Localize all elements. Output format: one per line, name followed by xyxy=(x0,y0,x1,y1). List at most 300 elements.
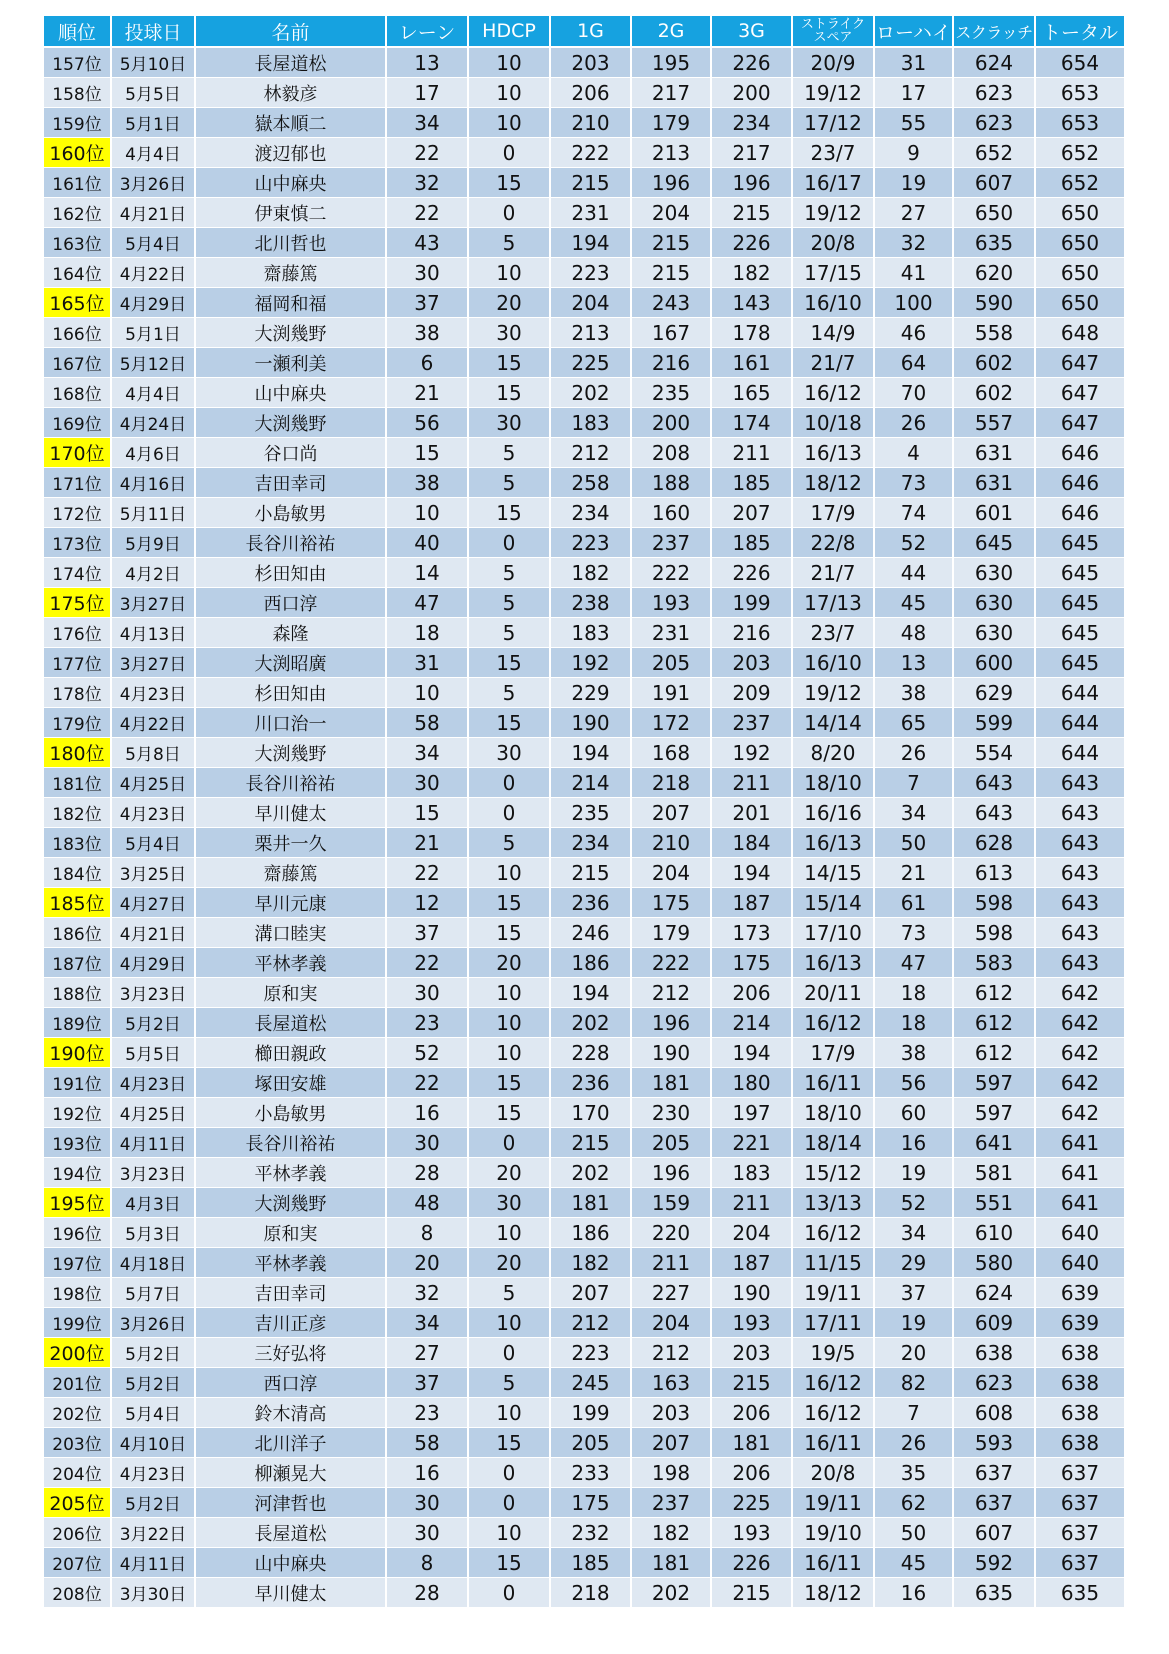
low-high-cell: 52 xyxy=(874,528,953,558)
low-high-cell: 7 xyxy=(874,768,953,798)
strike-spare-cell: 16/11 xyxy=(792,1428,874,1458)
strike-spare-cell: 16/13 xyxy=(792,828,874,858)
date-cell: 4月25日 xyxy=(111,768,195,798)
table-row xyxy=(44,1008,1124,1038)
low-high-cell: 16 xyxy=(874,1128,953,1158)
low-high-cell: 73 xyxy=(874,468,953,498)
low-high-cell: 34 xyxy=(874,1218,953,1248)
hdcp-cell: 10 xyxy=(468,1518,550,1548)
strike-spare-cell: 10/18 xyxy=(792,408,874,438)
game3-cell: 165 xyxy=(711,378,792,408)
name-cell: 齋藤篤 xyxy=(195,858,386,888)
date-cell: 4月23日 xyxy=(111,678,195,708)
rank-cell: 200位 xyxy=(44,1338,111,1368)
header-lane: レーン xyxy=(386,16,468,47)
date-cell: 4月4日 xyxy=(111,138,195,168)
low-high-cell: 27 xyxy=(874,198,953,228)
header-total: トータル xyxy=(1035,16,1124,47)
game1-cell: 214 xyxy=(550,768,631,798)
table-row xyxy=(44,288,1124,318)
rank-cell: 202位 xyxy=(44,1398,111,1428)
date-cell: 4月25日 xyxy=(111,1098,195,1128)
game1-cell: 246 xyxy=(550,918,631,948)
game3-cell: 226 xyxy=(711,1548,792,1578)
game3-cell: 199 xyxy=(711,588,792,618)
name-cell: 川口治一 xyxy=(195,708,386,738)
game1-cell: 213 xyxy=(550,318,631,348)
scratch-cell: 609 xyxy=(953,1308,1035,1338)
hdcp-cell: 10 xyxy=(468,1308,550,1338)
hdcp-cell: 5 xyxy=(468,618,550,648)
game3-cell: 175 xyxy=(711,948,792,978)
hdcp-cell: 10 xyxy=(468,1218,550,1248)
lane-cell: 23 xyxy=(386,1398,468,1428)
table-row xyxy=(44,618,1124,648)
game1-cell: 215 xyxy=(550,858,631,888)
low-high-cell: 34 xyxy=(874,798,953,828)
scratch-cell: 650 xyxy=(953,198,1035,228)
name-cell: 杉田知由 xyxy=(195,558,386,588)
scratch-cell: 581 xyxy=(953,1158,1035,1188)
game1-cell: 170 xyxy=(550,1098,631,1128)
table-row xyxy=(44,918,1124,948)
table-row xyxy=(44,1308,1124,1338)
date-cell: 4月11日 xyxy=(111,1128,195,1158)
lane-cell: 16 xyxy=(386,1098,468,1128)
lane-cell: 27 xyxy=(386,1338,468,1368)
strike-spare-cell: 16/11 xyxy=(792,1548,874,1578)
low-high-cell: 20 xyxy=(874,1338,953,1368)
game1-cell: 205 xyxy=(550,1428,631,1458)
total-cell: 644 xyxy=(1035,678,1124,708)
strike-spare-cell: 19/12 xyxy=(792,198,874,228)
date-cell: 5月11日 xyxy=(111,498,195,528)
table-row xyxy=(44,1338,1124,1368)
game2-cell: 181 xyxy=(631,1548,711,1578)
name-cell: 柳瀬晃大 xyxy=(195,1458,386,1488)
rank-cell: 163位 xyxy=(44,228,111,258)
table-row xyxy=(44,198,1124,228)
rank-cell: 158位 xyxy=(44,78,111,108)
strike-spare-cell: 23/7 xyxy=(792,618,874,648)
game1-cell: 228 xyxy=(550,1038,631,1068)
hdcp-cell: 15 xyxy=(468,918,550,948)
low-high-cell: 35 xyxy=(874,1458,953,1488)
low-high-cell: 48 xyxy=(874,618,953,648)
game3-cell: 187 xyxy=(711,1248,792,1278)
scratch-cell: 592 xyxy=(953,1548,1035,1578)
scratch-cell: 624 xyxy=(953,47,1035,78)
game2-cell: 182 xyxy=(631,1518,711,1548)
game2-cell: 204 xyxy=(631,198,711,228)
low-high-cell: 26 xyxy=(874,1428,953,1458)
hdcp-cell: 15 xyxy=(468,168,550,198)
game3-cell: 214 xyxy=(711,1008,792,1038)
hdcp-cell: 5 xyxy=(468,1368,550,1398)
game1-cell: 232 xyxy=(550,1518,631,1548)
game3-cell: 221 xyxy=(711,1128,792,1158)
game1-cell: 194 xyxy=(550,978,631,1008)
table-row xyxy=(44,768,1124,798)
rank-cell: 181位 xyxy=(44,768,111,798)
game1-cell: 215 xyxy=(550,1128,631,1158)
total-cell: 638 xyxy=(1035,1368,1124,1398)
game2-cell: 230 xyxy=(631,1098,711,1128)
table-row xyxy=(44,378,1124,408)
header-spare-label: スペア xyxy=(813,30,853,45)
scratch-cell: 652 xyxy=(953,138,1035,168)
scratch-cell: 643 xyxy=(953,798,1035,828)
name-cell: 三好弘将 xyxy=(195,1338,386,1368)
table-row xyxy=(44,1488,1124,1518)
lane-cell: 38 xyxy=(386,468,468,498)
hdcp-cell: 15 xyxy=(468,888,550,918)
name-cell: 大渕幾野 xyxy=(195,738,386,768)
date-cell: 5月4日 xyxy=(111,828,195,858)
total-cell: 637 xyxy=(1035,1458,1124,1488)
lane-cell: 32 xyxy=(386,168,468,198)
scratch-cell: 580 xyxy=(953,1248,1035,1278)
hdcp-cell: 10 xyxy=(468,1008,550,1038)
hdcp-cell: 15 xyxy=(468,1548,550,1578)
hdcp-cell: 0 xyxy=(468,798,550,828)
low-high-cell: 52 xyxy=(874,1188,953,1218)
table-row xyxy=(44,1128,1124,1158)
total-cell: 637 xyxy=(1035,1548,1124,1578)
game2-cell: 160 xyxy=(631,498,711,528)
table-row xyxy=(44,498,1124,528)
game3-cell: 204 xyxy=(711,1218,792,1248)
lane-cell: 10 xyxy=(386,498,468,528)
name-cell: 山中麻央 xyxy=(195,168,386,198)
rank-cell: 206位 xyxy=(44,1518,111,1548)
date-cell: 3月25日 xyxy=(111,858,195,888)
rank-cell: 169位 xyxy=(44,408,111,438)
scratch-cell: 607 xyxy=(953,1518,1035,1548)
low-high-cell: 4 xyxy=(874,438,953,468)
total-cell: 643 xyxy=(1035,888,1124,918)
table-row xyxy=(44,228,1124,258)
rank-cell: 186位 xyxy=(44,918,111,948)
date-cell: 4月2日 xyxy=(111,558,195,588)
hdcp-cell: 10 xyxy=(468,78,550,108)
hdcp-cell: 15 xyxy=(468,348,550,378)
hdcp-cell: 5 xyxy=(468,588,550,618)
table-row xyxy=(44,1038,1124,1068)
header-strike-spare xyxy=(792,16,874,47)
scratch-cell: 558 xyxy=(953,318,1035,348)
low-high-cell: 50 xyxy=(874,828,953,858)
game3-cell: 180 xyxy=(711,1068,792,1098)
scratch-cell: 600 xyxy=(953,648,1035,678)
header-hdcp: HDCP xyxy=(468,16,550,47)
rank-cell: 192位 xyxy=(44,1098,111,1128)
lane-cell: 30 xyxy=(386,768,468,798)
date-cell: 4月24日 xyxy=(111,408,195,438)
strike-spare-cell: 16/10 xyxy=(792,288,874,318)
hdcp-cell: 10 xyxy=(468,1398,550,1428)
total-cell: 646 xyxy=(1035,438,1124,468)
strike-spare-cell: 14/14 xyxy=(792,708,874,738)
rank-cell: 194位 xyxy=(44,1158,111,1188)
game1-cell: 202 xyxy=(550,378,631,408)
strike-spare-cell: 16/12 xyxy=(792,378,874,408)
total-cell: 643 xyxy=(1035,918,1124,948)
game1-cell: 186 xyxy=(550,1218,631,1248)
date-cell: 5月3日 xyxy=(111,1218,195,1248)
game1-cell: 229 xyxy=(550,678,631,708)
game2-cell: 179 xyxy=(631,108,711,138)
game3-cell: 194 xyxy=(711,1038,792,1068)
rank-cell: 208位 xyxy=(44,1578,111,1608)
total-cell: 641 xyxy=(1035,1128,1124,1158)
strike-spare-cell: 18/12 xyxy=(792,1578,874,1608)
header-strike-label: ストライク xyxy=(800,17,866,32)
scratch-cell: 598 xyxy=(953,888,1035,918)
rank-cell: 204位 xyxy=(44,1458,111,1488)
game2-cell: 237 xyxy=(631,1488,711,1518)
low-high-cell: 16 xyxy=(874,1578,953,1608)
lane-cell: 21 xyxy=(386,828,468,858)
hdcp-cell: 5 xyxy=(468,468,550,498)
lane-cell: 12 xyxy=(386,888,468,918)
rank-cell: 168位 xyxy=(44,378,111,408)
lane-cell: 22 xyxy=(386,138,468,168)
hdcp-cell: 15 xyxy=(468,648,550,678)
table-row xyxy=(44,438,1124,468)
lane-cell: 34 xyxy=(386,1308,468,1338)
total-cell: 638 xyxy=(1035,1428,1124,1458)
header-date: 投球日 xyxy=(111,16,195,47)
scratch-cell: 629 xyxy=(953,678,1035,708)
table-row xyxy=(44,138,1124,168)
game2-cell: 195 xyxy=(631,47,711,78)
name-cell: 山中麻央 xyxy=(195,1548,386,1578)
game3-cell: 226 xyxy=(711,228,792,258)
scratch-cell: 551 xyxy=(953,1188,1035,1218)
hdcp-cell: 30 xyxy=(468,318,550,348)
date-cell: 4月23日 xyxy=(111,798,195,828)
name-cell: 河津哲也 xyxy=(195,1488,386,1518)
header-game1: 1G xyxy=(550,16,631,47)
date-cell: 5月8日 xyxy=(111,738,195,768)
game1-cell: 182 xyxy=(550,558,631,588)
strike-spare-cell: 20/8 xyxy=(792,228,874,258)
game3-cell: 161 xyxy=(711,348,792,378)
total-cell: 642 xyxy=(1035,978,1124,1008)
name-cell: 鈴木清高 xyxy=(195,1398,386,1428)
rank-cell: 191位 xyxy=(44,1068,111,1098)
total-cell: 644 xyxy=(1035,738,1124,768)
scratch-cell: 608 xyxy=(953,1398,1035,1428)
lane-cell: 21 xyxy=(386,378,468,408)
rank-cell: 178位 xyxy=(44,678,111,708)
game3-cell: 215 xyxy=(711,1578,792,1608)
game2-cell: 196 xyxy=(631,168,711,198)
game1-cell: 223 xyxy=(550,528,631,558)
rank-cell: 207位 xyxy=(44,1548,111,1578)
scratch-cell: 637 xyxy=(953,1488,1035,1518)
low-high-cell: 47 xyxy=(874,948,953,978)
game1-cell: 210 xyxy=(550,108,631,138)
table-row xyxy=(44,78,1124,108)
name-cell: 伊東慎二 xyxy=(195,198,386,228)
game1-cell: 212 xyxy=(550,438,631,468)
game1-cell: 185 xyxy=(550,1548,631,1578)
lane-cell: 17 xyxy=(386,78,468,108)
hdcp-cell: 20 xyxy=(468,948,550,978)
date-cell: 3月26日 xyxy=(111,168,195,198)
header-low-high: ローハイ xyxy=(874,16,953,47)
scratch-cell: 602 xyxy=(953,378,1035,408)
game1-cell: 204 xyxy=(550,288,631,318)
lane-cell: 28 xyxy=(386,1578,468,1608)
name-cell: 林毅彦 xyxy=(195,78,386,108)
game2-cell: 167 xyxy=(631,318,711,348)
name-cell: 早川元康 xyxy=(195,888,386,918)
game1-cell: 206 xyxy=(550,78,631,108)
table-row xyxy=(44,528,1124,558)
scratch-cell: 623 xyxy=(953,1368,1035,1398)
low-high-cell: 26 xyxy=(874,738,953,768)
lane-cell: 10 xyxy=(386,678,468,708)
low-high-cell: 38 xyxy=(874,678,953,708)
strike-spare-cell: 20/11 xyxy=(792,978,874,1008)
table-row xyxy=(44,468,1124,498)
scratch-cell: 630 xyxy=(953,588,1035,618)
table-row xyxy=(44,588,1124,618)
game1-cell: 194 xyxy=(550,228,631,258)
low-high-cell: 19 xyxy=(874,1308,953,1338)
total-cell: 642 xyxy=(1035,1008,1124,1038)
name-cell: 溝口睦実 xyxy=(195,918,386,948)
low-high-cell: 44 xyxy=(874,558,953,588)
scratch-cell: 635 xyxy=(953,228,1035,258)
lane-cell: 48 xyxy=(386,1188,468,1218)
game3-cell: 193 xyxy=(711,1308,792,1338)
low-high-cell: 65 xyxy=(874,708,953,738)
game1-cell: 186 xyxy=(550,948,631,978)
hdcp-cell: 30 xyxy=(468,408,550,438)
hdcp-cell: 5 xyxy=(468,678,550,708)
scratch-cell: 557 xyxy=(953,408,1035,438)
game3-cell: 192 xyxy=(711,738,792,768)
game1-cell: 181 xyxy=(550,1188,631,1218)
lane-cell: 22 xyxy=(386,1068,468,1098)
strike-spare-cell: 17/11 xyxy=(792,1308,874,1338)
total-cell: 650 xyxy=(1035,258,1124,288)
game3-cell: 206 xyxy=(711,1458,792,1488)
game3-cell: 185 xyxy=(711,528,792,558)
scratch-cell: 641 xyxy=(953,1128,1035,1158)
scratch-cell: 597 xyxy=(953,1098,1035,1128)
lane-cell: 47 xyxy=(386,588,468,618)
table-row xyxy=(44,1368,1124,1398)
game2-cell: 196 xyxy=(631,1008,711,1038)
total-cell: 652 xyxy=(1035,138,1124,168)
total-cell: 645 xyxy=(1035,618,1124,648)
total-cell: 652 xyxy=(1035,168,1124,198)
game2-cell: 204 xyxy=(631,858,711,888)
game1-cell: 203 xyxy=(550,47,631,78)
hdcp-cell: 0 xyxy=(468,768,550,798)
lane-cell: 52 xyxy=(386,1038,468,1068)
table-row xyxy=(44,648,1124,678)
game2-cell: 215 xyxy=(631,228,711,258)
date-cell: 3月27日 xyxy=(111,588,195,618)
low-high-cell: 46 xyxy=(874,318,953,348)
strike-spare-cell: 16/12 xyxy=(792,1218,874,1248)
table-row xyxy=(44,1218,1124,1248)
date-cell: 4月21日 xyxy=(111,918,195,948)
game2-cell: 215 xyxy=(631,258,711,288)
game2-cell: 218 xyxy=(631,768,711,798)
rank-cell: 175位 xyxy=(44,588,111,618)
rank-cell: 162位 xyxy=(44,198,111,228)
game3-cell: 173 xyxy=(711,918,792,948)
date-cell: 5月2日 xyxy=(111,1488,195,1518)
header-name: 名前 xyxy=(195,16,386,47)
lane-cell: 20 xyxy=(386,1248,468,1278)
game1-cell: 190 xyxy=(550,708,631,738)
game3-cell: 211 xyxy=(711,438,792,468)
game3-cell: 237 xyxy=(711,708,792,738)
game2-cell: 220 xyxy=(631,1218,711,1248)
scratch-cell: 630 xyxy=(953,558,1035,588)
date-cell: 4月29日 xyxy=(111,948,195,978)
game2-cell: 172 xyxy=(631,708,711,738)
low-high-cell: 55 xyxy=(874,108,953,138)
hdcp-cell: 20 xyxy=(468,1158,550,1188)
rank-cell: 199位 xyxy=(44,1308,111,1338)
rank-cell: 195位 xyxy=(44,1188,111,1218)
rank-cell: 196位 xyxy=(44,1218,111,1248)
lane-cell: 22 xyxy=(386,198,468,228)
low-high-cell: 7 xyxy=(874,1398,953,1428)
name-cell: 小島敏男 xyxy=(195,1098,386,1128)
date-cell: 4月16日 xyxy=(111,468,195,498)
low-high-cell: 70 xyxy=(874,378,953,408)
date-cell: 3月30日 xyxy=(111,1578,195,1608)
scratch-cell: 597 xyxy=(953,1068,1035,1098)
hdcp-cell: 0 xyxy=(468,1128,550,1158)
game3-cell: 181 xyxy=(711,1428,792,1458)
rank-cell: 183位 xyxy=(44,828,111,858)
scratch-cell: 645 xyxy=(953,528,1035,558)
game1-cell: 183 xyxy=(550,408,631,438)
date-cell: 5月12日 xyxy=(111,348,195,378)
low-high-cell: 61 xyxy=(874,888,953,918)
hdcp-cell: 0 xyxy=(468,528,550,558)
name-cell: 早川健太 xyxy=(195,798,386,828)
low-high-cell: 13 xyxy=(874,648,953,678)
hdcp-cell: 15 xyxy=(468,708,550,738)
game3-cell: 206 xyxy=(711,1398,792,1428)
name-cell: 早川健太 xyxy=(195,1578,386,1608)
strike-spare-cell: 17/9 xyxy=(792,1038,874,1068)
name-cell: 吉田幸司 xyxy=(195,468,386,498)
name-cell: 長谷川裕祐 xyxy=(195,528,386,558)
name-cell: 西口淳 xyxy=(195,1368,386,1398)
strike-spare-cell: 11/15 xyxy=(792,1248,874,1278)
table-row xyxy=(44,1278,1124,1308)
rank-cell: 157位 xyxy=(44,47,111,78)
total-cell: 645 xyxy=(1035,528,1124,558)
game2-cell: 200 xyxy=(631,408,711,438)
game1-cell: 207 xyxy=(550,1278,631,1308)
rank-cell: 166位 xyxy=(44,318,111,348)
game2-cell: 181 xyxy=(631,1068,711,1098)
